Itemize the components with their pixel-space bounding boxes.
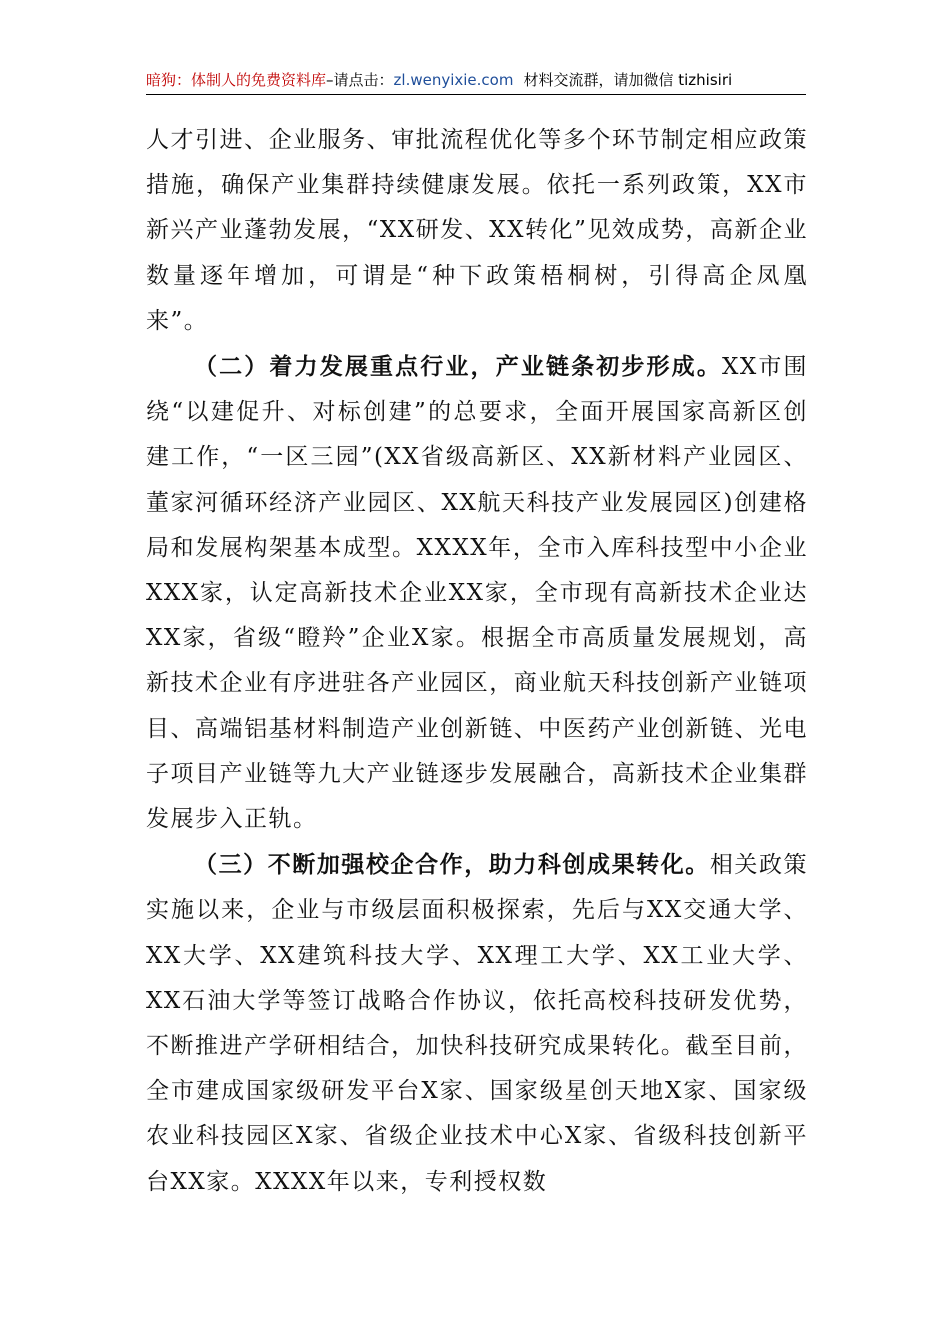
paragraph-2: [146, 344, 808, 842]
header-prompt: –请点击：: [326, 71, 394, 89]
document-body: [146, 118, 808, 1205]
header-site-name: 暗狗：体制人的免费资料库: [146, 71, 327, 89]
paragraph-2-text: XX市围绕“以建促升、对标创建”的总要求，全面开展国家高新区创建工作，“一区三园”(XX省级高新区、XX新材料产业园区、董家河循环经济产业园区、XX航天科技产业发展园区)创建格局和发展构架基本成型。XXXX年，全市入库科技型中小企业XXX家，认定高新技术企业XX家，全市现有高新技术企业达XX家，省级“瞪羚”企业X家。根据全市高质量发展规划，高新技术企业有序进驻各产业园区，商业航天科技创新产业链项目、高端铝基材料制造产业创新链、中医药产业创新链、光电子项目产业链等九大产业链逐步发展融合，高新技术企业集群发展步入正轨。: [146, 354, 808, 833]
paragraph-3: [146, 842, 808, 1205]
page-header: [146, 66, 806, 94]
header-url-link[interactable]: zl.wenyixie.com: [393, 71, 514, 89]
section-2-heading: （二）着力发展重点行业，产业链条初步形成。: [194, 353, 722, 381]
section-3-heading: （三）不断加强校企合作，助力科创成果转化。: [194, 851, 710, 879]
paragraph-1: [146, 118, 808, 344]
paragraph-1-text: 人才引进、企业服务、审批流程优化等多个环节制定相应政策措施，确保产业集群持续健康发展。依托一系列政策，XX市新兴产业蓬勃发展，“XX研发、XX转化”见效成势，高新企业数量逐年增加，可谓是“种下政策梧桐树，引得高企凤凰来”。: [146, 127, 808, 334]
header-divider: [146, 94, 806, 95]
paragraph-3-text: 相关政策实施以来，企业与市级层面积极探索，先后与XX交通大学、XX大学、XX建筑科技大学、XX理工大学、XX工业大学、XX石油大学等签订战略合作协议，依托高校科技研发优势，不断推进产学研相结合，加快科技研究成果转化。截至目前，全市建成国家级研发平台X家、国家级星创天地X家、国家级农业科技园区X家、省级企业技术中心X家、省级科技创新平台XX家。XXXX年以来，专利授权数: [146, 852, 808, 1195]
header-wechat-note: 材料交流群，请加微信 tizhisiri: [523, 71, 733, 89]
